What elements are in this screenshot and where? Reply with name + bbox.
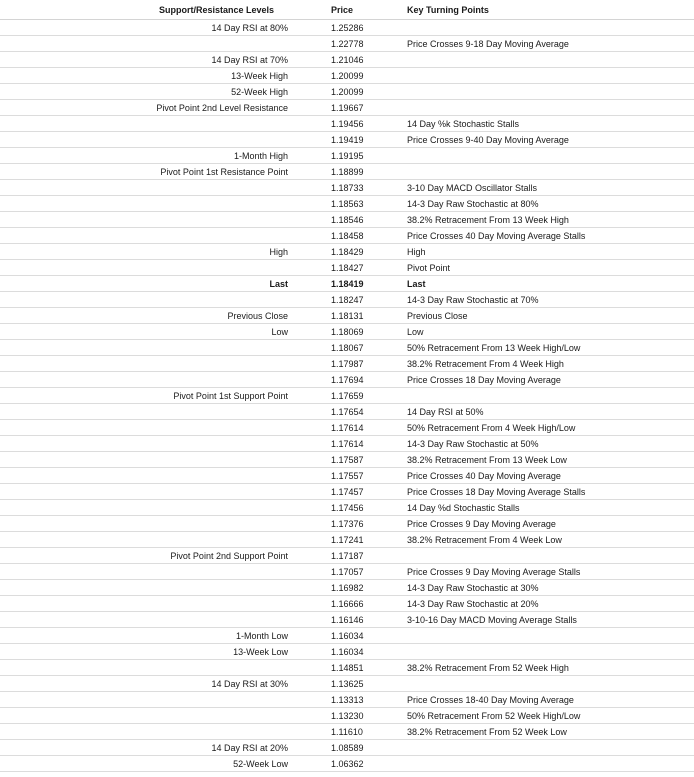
key-turning-point-cell [404,52,694,68]
support-resistance-level-cell [0,420,294,436]
table-row [0,212,694,228]
price-cell: 1.18546 [294,212,404,228]
table-row [0,404,694,420]
price-cell: 1.14851 [294,660,404,676]
table-row [0,500,694,516]
support-resistance-level-cell: Pivot Point 1st Support Point [0,388,294,404]
key-turning-point-cell: Price Crosses 9 Day Moving Average Stalls [404,564,694,580]
table-row [0,68,694,84]
key-turning-point-cell [404,100,694,116]
key-turning-point-cell: 3-10-16 Day MACD Moving Average Stalls [404,612,694,628]
key-turning-point-cell: 14 Day %k Stochastic Stalls [404,116,694,132]
support-resistance-level-cell: 13-Week Low [0,644,294,660]
support-resistance-level-cell: Pivot Point 2nd Level Resistance [0,100,294,116]
key-turning-point-cell: High [404,244,694,260]
price-cell: 1.17694 [294,372,404,388]
table-row [0,196,694,212]
key-turning-point-cell: 14 Day %d Stochastic Stalls [404,500,694,516]
support-resistance-level-cell: Pivot Point 1st Resistance Point [0,164,294,180]
table-row [0,740,694,756]
support-resistance-level-cell [0,180,294,196]
price-cell: 1.16146 [294,612,404,628]
table-row [0,436,694,452]
table-row [0,100,694,116]
price-cell: 1.20099 [294,84,404,100]
table-row [0,628,694,644]
table-row [0,612,694,628]
price-cell: 1.13313 [294,692,404,708]
price-cell: 1.17376 [294,516,404,532]
price-cell: 1.11610 [294,724,404,740]
table-row [0,132,694,148]
price-cell: 1.06362 [294,756,404,772]
price-cell: 1.17659 [294,388,404,404]
key-turning-point-cell: Price Crosses 18-40 Day Moving Average [404,692,694,708]
key-turning-point-cell [404,628,694,644]
support-resistance-level-cell [0,612,294,628]
price-cell: 1.18429 [294,244,404,260]
key-turning-point-cell: 38.2% Retracement From 13 Week Low [404,452,694,468]
table-row [0,260,694,276]
table-row [0,244,694,260]
support-resistance-level-cell [0,532,294,548]
price-cell: 1.17614 [294,420,404,436]
support-resistance-level-cell [0,36,294,52]
table-row [0,292,694,308]
price-cell: 1.17241 [294,532,404,548]
table-row [0,692,694,708]
support-resistance-level-cell [0,692,294,708]
key-turning-point-cell: 14-3 Day Raw Stochastic at 50% [404,436,694,452]
key-turning-point-cell: 38.2% Retracement From 52 Week High [404,660,694,676]
table-row [0,148,694,164]
support-resistance-level-cell: Previous Close [0,308,294,324]
key-turning-point-cell: Price Crosses 9 Day Moving Average [404,516,694,532]
price-cell: 1.19667 [294,100,404,116]
price-cell: 1.17187 [294,548,404,564]
key-turning-point-cell: Price Crosses 9-18 Day Moving Average [404,36,694,52]
support-resistance-level-cell [0,452,294,468]
support-resistance-level-cell [0,436,294,452]
price-cell: 1.17587 [294,452,404,468]
support-resistance-level-cell [0,340,294,356]
key-turning-point-cell: 14 Day RSI at 50% [404,404,694,420]
table-row [0,340,694,356]
key-turning-point-cell: 38.2% Retracement From 4 Week Low [404,532,694,548]
table-row [0,180,694,196]
support-resistance-level-cell [0,356,294,372]
table-row [0,532,694,548]
support-resistance-level-cell [0,596,294,612]
table-row [0,324,694,340]
table-row [0,116,694,132]
support-resistance-level-cell [0,580,294,596]
key-turning-point-cell [404,164,694,180]
price-cell: 1.18427 [294,260,404,276]
key-turning-point-cell: 14-3 Day Raw Stochastic at 20% [404,596,694,612]
price-cell: 1.16982 [294,580,404,596]
price-cell: 1.18067 [294,340,404,356]
key-turning-point-cell [404,548,694,564]
key-turning-point-cell [404,756,694,772]
table-row [0,84,694,100]
support-resistance-level-cell [0,708,294,724]
support-resistance-level-cell [0,260,294,276]
key-turning-point-cell: Low [404,324,694,340]
support-resistance-level-cell: 52-Week Low [0,756,294,772]
price-cell: 1.17654 [294,404,404,420]
support-resistance-level-cell [0,516,294,532]
key-turning-point-cell: 50% Retracement From 13 Week High/Low [404,340,694,356]
support-resistance-level-cell [0,116,294,132]
support-resistance-level-cell [0,500,294,516]
table-row [0,388,694,404]
support-resistance-level-cell [0,404,294,420]
header-support-resistance-levels: Support/Resistance Levels [0,0,294,20]
table-header-row [0,0,694,20]
price-cell: 1.17614 [294,436,404,452]
table-row [0,708,694,724]
support-resistance-level-cell: 14 Day RSI at 80% [0,20,294,36]
support-resistance-level-cell [0,564,294,580]
support-resistance-level-cell [0,196,294,212]
key-turning-point-cell: 14-3 Day Raw Stochastic at 80% [404,196,694,212]
key-turning-point-cell [404,148,694,164]
support-resistance-level-cell: High [0,244,294,260]
price-cell: 1.16034 [294,628,404,644]
price-cell: 1.17057 [294,564,404,580]
table-row [0,756,694,772]
table-row [0,420,694,436]
key-turning-point-cell: 14-3 Day Raw Stochastic at 30% [404,580,694,596]
support-resistance-level-cell [0,292,294,308]
key-turning-point-cell: Price Crosses 18 Day Moving Average Stalls [404,484,694,500]
table-row [0,548,694,564]
table-row [0,724,694,740]
price-cell: 1.17457 [294,484,404,500]
price-cell: 1.18069 [294,324,404,340]
support-resistance-level-cell [0,660,294,676]
key-turning-point-cell [404,740,694,756]
price-cell: 1.18247 [294,292,404,308]
support-resistance-level-cell: 14 Day RSI at 20% [0,740,294,756]
key-turning-point-cell: Price Crosses 40 Day Moving Average Stalls [404,228,694,244]
key-turning-point-cell [404,644,694,660]
price-cell: 1.16666 [294,596,404,612]
table-row [0,516,694,532]
support-resistance-level-cell: 52-Week High [0,84,294,100]
price-cell: 1.16034 [294,644,404,660]
key-turning-point-cell: 14-3 Day Raw Stochastic at 70% [404,292,694,308]
support-resistance-level-cell: 14 Day RSI at 30% [0,676,294,692]
support-resistance-level-cell [0,484,294,500]
price-cell: 1.08589 [294,740,404,756]
price-cell: 1.17456 [294,500,404,516]
table-row [0,580,694,596]
price-cell: 1.18563 [294,196,404,212]
table-row [0,52,694,68]
price-cell: 1.18131 [294,308,404,324]
table-row [0,564,694,580]
table-row [0,308,694,324]
price-cell: 1.13230 [294,708,404,724]
table-row [0,452,694,468]
price-cell: 1.21046 [294,52,404,68]
table-row [0,20,694,36]
table-row [0,484,694,500]
header-price: Price [294,0,404,20]
price-cell: 1.17557 [294,468,404,484]
table-row [0,372,694,388]
key-turning-point-cell: Previous Close [404,308,694,324]
key-turning-point-cell: 50% Retracement From 4 Week High/Low [404,420,694,436]
price-cell: 1.25286 [294,20,404,36]
support-resistance-level-cell: 13-Week High [0,68,294,84]
key-turning-point-cell [404,68,694,84]
price-cell: 1.13625 [294,676,404,692]
key-turning-point-cell [404,676,694,692]
key-turning-point-cell: 50% Retracement From 52 Week High/Low [404,708,694,724]
price-cell: 1.22778 [294,36,404,52]
header-key-turning-points: Key Turning Points [404,0,694,20]
support-resistance-level-cell [0,132,294,148]
support-resistance-level-cell [0,724,294,740]
price-cell: 1.18899 [294,164,404,180]
table-row [0,468,694,484]
key-turning-point-cell: Last [404,276,694,292]
support-resistance-level-cell: Low [0,324,294,340]
key-turning-point-cell [404,388,694,404]
support-resistance-level-cell [0,468,294,484]
support-resistance-level-cell [0,212,294,228]
key-turning-point-cell: Price Crosses 9-40 Day Moving Average [404,132,694,148]
price-cell: 1.19419 [294,132,404,148]
table-row [0,644,694,660]
key-turning-point-cell: Price Crosses 18 Day Moving Average [404,372,694,388]
price-cell: 1.19195 [294,148,404,164]
table-row [0,228,694,244]
price-cell: 1.17987 [294,356,404,372]
table-row [0,596,694,612]
key-turning-point-cell: 3-10 Day MACD Oscillator Stalls [404,180,694,196]
key-turning-point-cell [404,20,694,36]
price-cell: 1.18458 [294,228,404,244]
key-turning-point-cell: Pivot Point [404,260,694,276]
table-row [0,660,694,676]
key-turning-point-cell [404,84,694,100]
key-turning-point-cell: Price Crosses 40 Day Moving Average [404,468,694,484]
price-cell: 1.18419 [294,276,404,292]
price-cell: 1.20099 [294,68,404,84]
price-cell: 1.18733 [294,180,404,196]
key-turning-point-cell: 38.2% Retracement From 52 Week Low [404,724,694,740]
key-turning-point-cell: 38.2% Retracement From 13 Week High [404,212,694,228]
support-resistance-level-cell: 1-Month High [0,148,294,164]
key-turning-point-cell: 38.2% Retracement From 4 Week High [404,356,694,372]
support-resistance-level-cell [0,372,294,388]
table-row [0,356,694,372]
table-row [0,276,694,292]
support-resistance-level-cell: Last [0,276,294,292]
support-resistance-level-cell: 14 Day RSI at 70% [0,52,294,68]
support-resistance-level-cell [0,228,294,244]
table-row [0,164,694,180]
support-resistance-level-cell: Pivot Point 2nd Support Point [0,548,294,564]
price-cell: 1.19456 [294,116,404,132]
table-row [0,676,694,692]
support-resistance-level-cell: 1-Month Low [0,628,294,644]
table-row [0,36,694,52]
